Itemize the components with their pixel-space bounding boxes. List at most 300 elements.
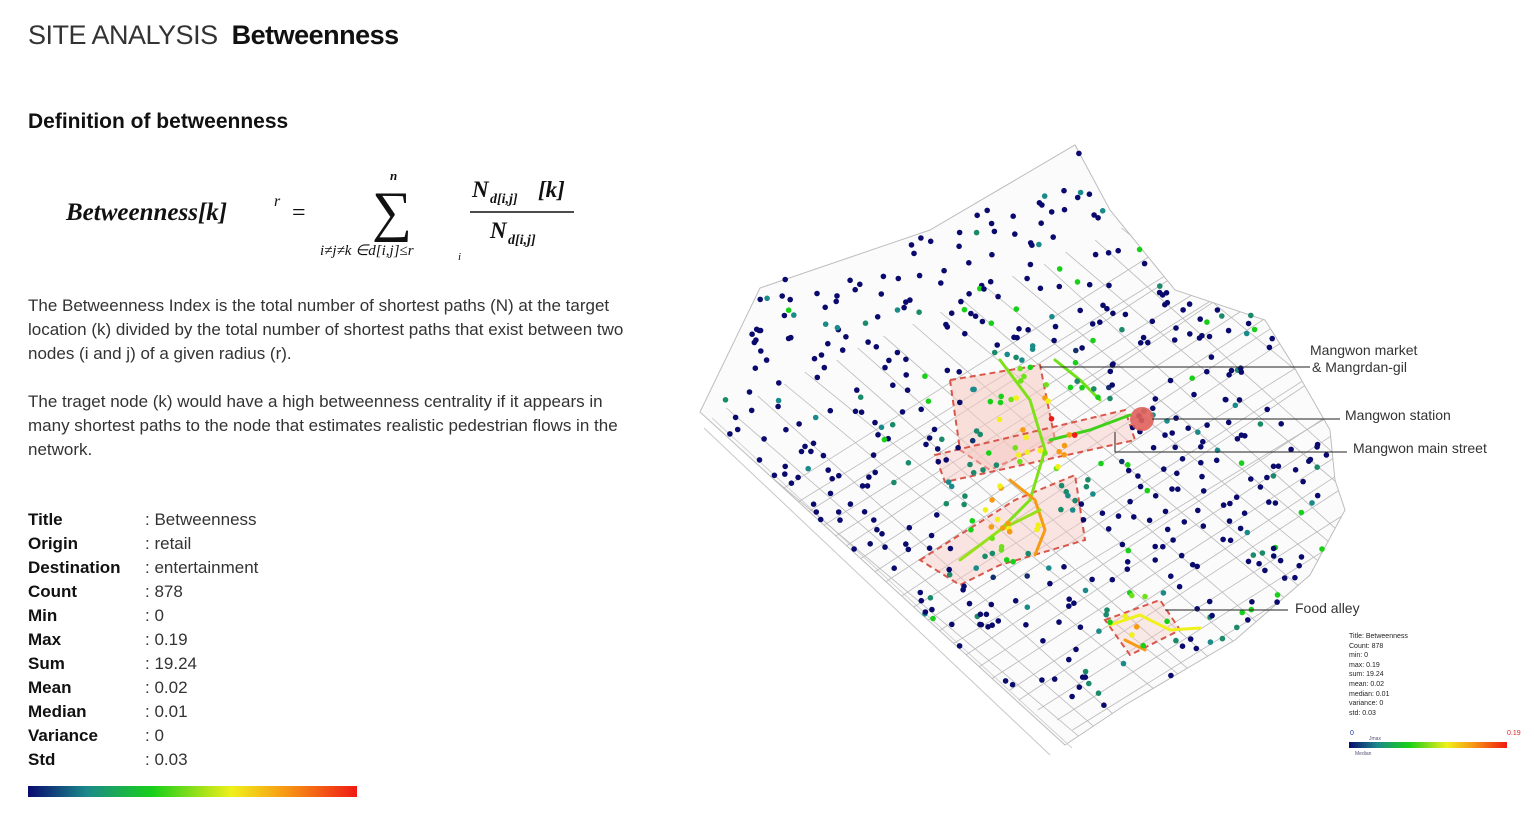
network-node bbox=[919, 598, 925, 604]
mini-legend-line: mean: 0.02 bbox=[1349, 680, 1385, 688]
network-node bbox=[872, 470, 878, 476]
network-node bbox=[1173, 325, 1179, 331]
network-node bbox=[901, 305, 907, 311]
network-node bbox=[1223, 397, 1229, 403]
network-node bbox=[1013, 445, 1019, 451]
network-node bbox=[956, 369, 962, 375]
network-node bbox=[961, 502, 967, 508]
network-node bbox=[813, 415, 819, 421]
topic-title: Betweenness bbox=[231, 20, 399, 50]
network-node bbox=[1086, 681, 1092, 687]
network-node bbox=[1073, 647, 1079, 653]
network-node bbox=[811, 501, 817, 507]
network-node bbox=[1168, 673, 1174, 679]
network-node bbox=[1271, 553, 1277, 559]
network-node bbox=[1173, 415, 1179, 421]
network-node bbox=[1269, 336, 1275, 342]
network-node bbox=[1228, 538, 1234, 544]
network-node bbox=[1106, 283, 1112, 289]
network-node bbox=[961, 584, 967, 590]
network-node bbox=[754, 327, 760, 333]
network-node bbox=[1040, 638, 1046, 644]
network-node bbox=[882, 437, 888, 443]
network-node bbox=[1071, 600, 1077, 606]
network-node bbox=[1096, 690, 1102, 696]
network-node bbox=[1276, 463, 1282, 469]
network-node bbox=[1185, 425, 1191, 431]
network-node bbox=[814, 509, 820, 515]
stat-value: : 0.03 bbox=[145, 748, 188, 772]
network-node bbox=[1038, 286, 1044, 292]
network-node bbox=[1028, 262, 1034, 268]
stat-value: : 19.24 bbox=[145, 652, 197, 676]
mini-color-scale bbox=[1349, 730, 1529, 760]
network-node bbox=[990, 551, 996, 557]
network-node bbox=[1013, 598, 1019, 604]
network-node bbox=[812, 356, 818, 362]
network-node bbox=[896, 276, 902, 282]
network-node bbox=[927, 545, 933, 551]
network-node bbox=[1220, 537, 1226, 543]
sum-symbol: ∑ bbox=[372, 181, 412, 243]
network-node bbox=[957, 643, 963, 649]
network-node bbox=[900, 409, 906, 415]
network-node bbox=[955, 445, 961, 451]
network-node bbox=[1215, 307, 1221, 313]
network-node bbox=[984, 612, 990, 618]
network-node bbox=[962, 331, 968, 337]
network-node bbox=[1293, 467, 1299, 473]
network-node bbox=[799, 449, 805, 455]
network-node bbox=[854, 387, 860, 393]
network-node bbox=[857, 282, 863, 288]
stat-label: Origin bbox=[28, 534, 79, 553]
network-node bbox=[1199, 474, 1205, 480]
network-node bbox=[989, 602, 995, 608]
network-node bbox=[1125, 566, 1131, 572]
network-node bbox=[906, 460, 912, 466]
network-node bbox=[1180, 643, 1186, 649]
network-node bbox=[1003, 678, 1009, 684]
network-node bbox=[808, 449, 814, 455]
network-node bbox=[776, 398, 782, 404]
network-node bbox=[1135, 473, 1141, 479]
network-node bbox=[1110, 577, 1116, 583]
network-node bbox=[989, 524, 995, 530]
network-node bbox=[1150, 406, 1156, 412]
network-node bbox=[863, 320, 869, 326]
network-node bbox=[1076, 151, 1082, 157]
network-node bbox=[788, 335, 794, 341]
network-node bbox=[1152, 557, 1158, 563]
network-node bbox=[1083, 588, 1089, 594]
network-node bbox=[1106, 526, 1112, 532]
network-node bbox=[735, 427, 741, 433]
formula-denominator-sub: d[i,j] bbox=[508, 233, 536, 248]
network-node bbox=[1172, 337, 1178, 343]
stat-label: Sum bbox=[28, 654, 65, 673]
network-node bbox=[1229, 368, 1235, 374]
stat-value: : 878 bbox=[145, 580, 183, 604]
network-node bbox=[1125, 559, 1131, 565]
network-node bbox=[1137, 247, 1143, 253]
map-mini-legend bbox=[1349, 632, 1408, 718]
network-node bbox=[1110, 311, 1116, 317]
mini-legend-line: variance: 0 bbox=[1349, 700, 1384, 708]
network-node bbox=[866, 474, 872, 480]
network-node bbox=[989, 622, 995, 628]
mini-scale-tag-2: Median bbox=[1355, 751, 1372, 757]
network-node bbox=[932, 427, 938, 433]
network-node bbox=[874, 527, 880, 533]
network-node bbox=[1106, 250, 1112, 256]
network-node bbox=[1173, 638, 1179, 644]
network-node bbox=[949, 622, 955, 628]
network-node bbox=[1180, 456, 1186, 462]
formula-equals: = bbox=[292, 200, 306, 226]
network-node bbox=[1194, 646, 1200, 652]
stat-label: Count bbox=[28, 582, 78, 601]
network-node bbox=[1198, 444, 1204, 450]
network-node bbox=[1097, 319, 1103, 325]
formula-sum-bottom: i≠j≠k ∈d[i,j]≤r bbox=[320, 243, 414, 259]
network-node bbox=[989, 536, 995, 542]
network-node bbox=[1271, 464, 1277, 470]
network-node bbox=[1160, 544, 1166, 550]
stat-row-origin bbox=[28, 532, 258, 556]
network-node bbox=[1025, 604, 1031, 610]
network-node bbox=[879, 425, 885, 431]
network-node bbox=[928, 239, 934, 245]
network-node bbox=[1077, 308, 1083, 314]
network-node bbox=[1157, 283, 1163, 289]
network-node bbox=[1066, 596, 1072, 602]
network-node bbox=[1252, 327, 1258, 333]
network-node bbox=[962, 307, 968, 313]
network-node bbox=[980, 319, 986, 325]
network-node bbox=[1037, 200, 1043, 206]
network-node bbox=[928, 595, 934, 601]
network-node bbox=[828, 408, 834, 414]
network-node bbox=[989, 252, 995, 258]
network-node bbox=[999, 544, 1005, 550]
stat-label: Max bbox=[28, 630, 62, 649]
network-node bbox=[944, 501, 950, 507]
network-node bbox=[1187, 301, 1193, 307]
network-node bbox=[1198, 460, 1204, 466]
network-node bbox=[1249, 599, 1255, 605]
network-node bbox=[782, 464, 788, 470]
network-node bbox=[1262, 568, 1268, 574]
network-node bbox=[1162, 432, 1168, 438]
network-node bbox=[1077, 684, 1083, 690]
network-node bbox=[1013, 395, 1019, 401]
network-node bbox=[918, 407, 924, 413]
network-node bbox=[1299, 554, 1305, 560]
network-node bbox=[836, 473, 842, 479]
network-node bbox=[1016, 452, 1022, 458]
network-node bbox=[822, 365, 828, 371]
network-node bbox=[1049, 416, 1055, 422]
network-node bbox=[1204, 319, 1210, 325]
stat-label: Min bbox=[28, 606, 58, 625]
network-node bbox=[1169, 430, 1175, 436]
mini-legend-line: Title: Betweenness bbox=[1349, 633, 1408, 640]
network-node bbox=[930, 616, 936, 622]
network-node bbox=[1010, 213, 1016, 219]
stat-row-min bbox=[28, 604, 258, 628]
network-node bbox=[727, 431, 733, 437]
network-node bbox=[1180, 307, 1186, 313]
network-node bbox=[1189, 375, 1195, 381]
network-node bbox=[1050, 234, 1056, 240]
mini-legend-line: max: 0.19 bbox=[1349, 661, 1380, 669]
network-node bbox=[1057, 284, 1063, 290]
network-node bbox=[1119, 327, 1125, 333]
network-node bbox=[918, 590, 924, 596]
network-node bbox=[1010, 559, 1016, 565]
network-node bbox=[1013, 355, 1019, 361]
network-node bbox=[1023, 622, 1029, 628]
network-node bbox=[881, 274, 887, 280]
network-node bbox=[1034, 527, 1040, 533]
network-node bbox=[1175, 486, 1181, 492]
network-node bbox=[1057, 266, 1063, 272]
network-node bbox=[733, 415, 739, 421]
network-node bbox=[836, 509, 842, 515]
stat-value: : retail bbox=[145, 532, 191, 556]
stat-row-destination bbox=[28, 556, 258, 580]
network-node bbox=[929, 607, 935, 613]
network-node bbox=[907, 525, 913, 531]
network-node bbox=[1042, 193, 1048, 199]
network-node bbox=[977, 622, 983, 628]
network-node bbox=[903, 541, 909, 547]
network-node bbox=[1264, 475, 1270, 481]
network-node bbox=[945, 324, 951, 330]
network-node bbox=[941, 268, 947, 274]
network-node bbox=[1075, 279, 1081, 285]
network-node bbox=[1239, 369, 1245, 375]
formula-numerator-sub: d[i,j] bbox=[490, 192, 518, 207]
network-node bbox=[1142, 261, 1148, 267]
network-node bbox=[923, 442, 929, 448]
network-node bbox=[1197, 316, 1203, 322]
network-node bbox=[747, 389, 753, 395]
network-node bbox=[886, 358, 892, 364]
network-node bbox=[757, 457, 763, 463]
formula-sum-bottom-sub: i bbox=[458, 251, 462, 263]
network-node bbox=[1083, 674, 1089, 680]
network-node bbox=[1010, 682, 1016, 688]
betweenness-map bbox=[690, 140, 1534, 822]
network-node bbox=[1069, 694, 1075, 700]
network-node bbox=[1083, 669, 1089, 675]
network-node bbox=[1108, 369, 1114, 375]
street-segment bbox=[1306, 144, 1534, 511]
network-node bbox=[1226, 328, 1232, 334]
network-node bbox=[957, 230, 963, 236]
network-node bbox=[835, 325, 841, 331]
network-node bbox=[1000, 525, 1006, 531]
network-node bbox=[1109, 382, 1115, 388]
network-node bbox=[1157, 290, 1163, 296]
network-node bbox=[903, 299, 909, 305]
network-node bbox=[1061, 564, 1067, 570]
network-node bbox=[1125, 462, 1131, 468]
callout-market-line2: & Mangrdan-gil bbox=[1312, 359, 1407, 375]
network-node bbox=[1039, 677, 1045, 683]
network-node bbox=[1161, 590, 1167, 596]
network-node bbox=[1179, 553, 1185, 559]
network-node bbox=[980, 467, 986, 473]
stat-value: : 0 bbox=[145, 724, 164, 748]
formula-sum-top: n bbox=[390, 168, 398, 183]
network-node bbox=[1138, 484, 1144, 490]
network-node bbox=[926, 398, 932, 404]
network-node bbox=[779, 293, 785, 299]
network-node bbox=[1075, 195, 1081, 201]
stat-label: Title bbox=[28, 510, 63, 529]
network-node bbox=[818, 517, 824, 523]
network-node bbox=[871, 517, 877, 523]
network-node bbox=[1019, 357, 1025, 363]
network-node bbox=[1056, 449, 1062, 455]
network-node bbox=[1163, 509, 1169, 515]
network-node bbox=[997, 417, 1003, 423]
mini-legend-line: sum: 19.24 bbox=[1349, 671, 1384, 679]
network-node bbox=[867, 541, 873, 547]
stat-row-sum bbox=[28, 652, 258, 676]
network-node bbox=[916, 309, 922, 315]
network-node bbox=[772, 473, 778, 479]
network-node bbox=[1073, 360, 1079, 366]
mini-scale-tag: Jmax bbox=[1369, 736, 1381, 742]
formula-lhs-sup: r bbox=[274, 193, 281, 210]
network-node bbox=[723, 397, 729, 403]
network-node bbox=[1107, 620, 1113, 626]
stat-value: : 0.19 bbox=[145, 628, 188, 652]
description-paragraph-2: The traget node (k) would have a high betweenness centrality if it appears in many shortest paths to the node that estimates realistic pedestrian flows in the network. bbox=[28, 392, 618, 459]
network-node bbox=[958, 299, 964, 305]
stat-row-count bbox=[28, 580, 258, 604]
station-marker bbox=[1130, 407, 1154, 431]
stat-label: Mean bbox=[28, 678, 72, 697]
network-node bbox=[825, 341, 831, 347]
network-node bbox=[994, 462, 1000, 468]
section-title: SITE ANALYSIS bbox=[28, 20, 218, 50]
network-node bbox=[1227, 518, 1233, 524]
network-node bbox=[1209, 354, 1215, 360]
network-node bbox=[783, 427, 789, 433]
network-node bbox=[1140, 643, 1146, 649]
network-node bbox=[974, 230, 980, 236]
network-node bbox=[994, 342, 1000, 348]
network-node bbox=[1168, 573, 1174, 579]
mini-scale-min: 0 bbox=[1350, 730, 1354, 737]
network-node bbox=[1273, 500, 1279, 506]
network-node bbox=[978, 612, 984, 618]
network-node bbox=[1220, 636, 1226, 642]
network-node bbox=[935, 446, 941, 452]
network-node bbox=[1207, 334, 1213, 340]
network-node bbox=[1129, 632, 1135, 638]
network-node bbox=[1058, 507, 1064, 513]
network-node bbox=[749, 331, 755, 337]
network-node bbox=[1005, 521, 1011, 527]
network-node bbox=[1209, 613, 1215, 619]
network-node bbox=[1315, 493, 1321, 499]
network-node bbox=[1296, 563, 1302, 569]
network-node bbox=[1107, 396, 1113, 402]
network-node bbox=[1165, 527, 1171, 533]
network-node bbox=[1095, 395, 1101, 401]
network-node bbox=[906, 547, 912, 553]
network-node bbox=[782, 313, 788, 319]
network-node bbox=[1008, 397, 1014, 403]
network-node bbox=[1100, 208, 1106, 214]
stats-table bbox=[28, 508, 258, 772]
network-node bbox=[1004, 352, 1010, 358]
network-node bbox=[776, 380, 782, 386]
network-node bbox=[989, 497, 995, 503]
network-node bbox=[1055, 464, 1061, 470]
network-node bbox=[922, 373, 928, 379]
network-node bbox=[998, 400, 1004, 406]
network-node bbox=[995, 294, 1001, 300]
network-node bbox=[1053, 324, 1059, 330]
network-node bbox=[1161, 466, 1167, 472]
network-node bbox=[1278, 558, 1284, 564]
mini-legend-line: min: 0 bbox=[1349, 652, 1369, 660]
network-node bbox=[1246, 559, 1252, 565]
network-node bbox=[1030, 346, 1036, 352]
network-node bbox=[1169, 486, 1175, 492]
network-node bbox=[1046, 565, 1052, 571]
network-node bbox=[1188, 636, 1194, 642]
network-node bbox=[966, 291, 972, 297]
network-node bbox=[1023, 435, 1029, 441]
network-node bbox=[998, 394, 1004, 400]
network-node bbox=[983, 507, 989, 513]
network-node bbox=[1091, 386, 1097, 392]
network-node bbox=[917, 273, 923, 279]
network-node bbox=[871, 452, 877, 458]
network-node bbox=[1087, 282, 1093, 288]
network-node bbox=[1047, 581, 1053, 587]
network-node bbox=[891, 565, 897, 571]
network-node bbox=[1062, 207, 1068, 213]
network-node bbox=[1315, 442, 1321, 448]
network-node bbox=[1170, 537, 1176, 543]
network-node bbox=[903, 357, 909, 363]
network-node bbox=[1153, 396, 1159, 402]
network-node bbox=[1120, 542, 1126, 548]
network-node bbox=[1177, 584, 1183, 590]
network-node bbox=[1260, 550, 1266, 556]
network-node bbox=[1028, 365, 1034, 371]
network-node bbox=[1072, 498, 1078, 504]
network-node bbox=[1197, 335, 1203, 341]
network-node bbox=[1085, 477, 1091, 483]
network-node bbox=[971, 470, 977, 476]
network-node bbox=[753, 365, 759, 371]
network-node bbox=[815, 375, 821, 381]
network-node bbox=[1025, 449, 1031, 455]
network-node bbox=[1282, 575, 1288, 581]
network-node bbox=[882, 544, 888, 550]
network-node bbox=[1194, 564, 1200, 570]
